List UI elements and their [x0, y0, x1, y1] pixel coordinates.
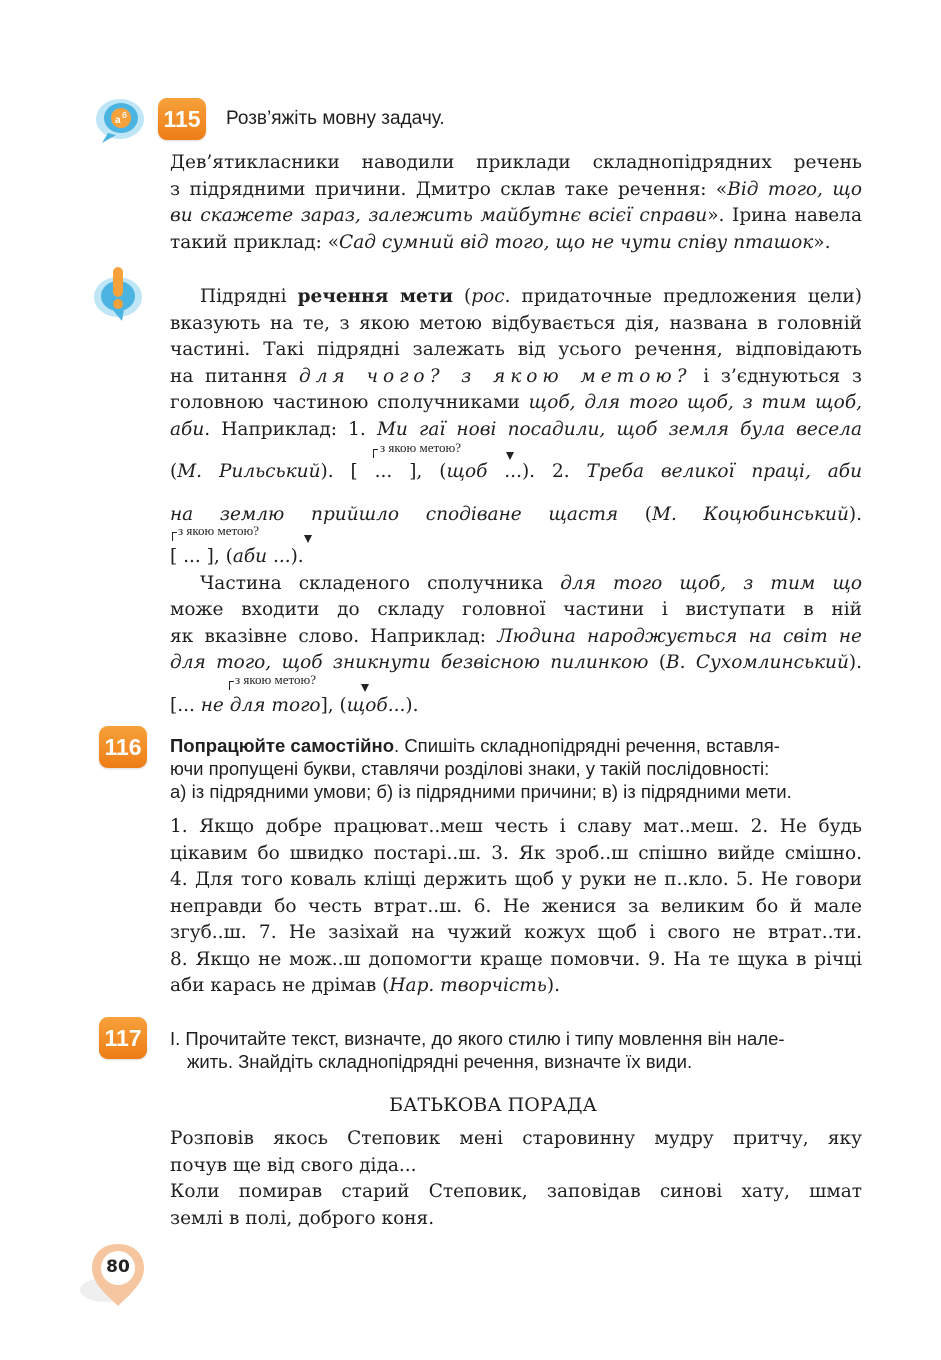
schema-label-1: з якою метою? [380, 440, 461, 455]
exercise-116-sentences: 1. Якщо добре працюват..меш честь і славу мат..меш. 2. Не будь цікавим бо швидко постарі..ш. 3. Як зроб..ш спішно вийде смішно. 4. Для того коваль кліщі держить щоб у руки не п..кло. 5. Не говори неправди бо честь втрат..ш. 6. Не женися за великим бо й мале згуб..ш. 7. Не зазіхай на чужий кожух щоб і свого не втрат..ти. 8. Якщо не мож..ш допомогти краще помовчи. 9. На те щука в річці аби карась не дрімав (Нар. творчість). [170, 816, 862, 996]
schema-label-2: з якою метою? [178, 523, 259, 538]
language-task-icon [94, 97, 146, 145]
page-number: 80 [106, 1257, 130, 1277]
exercise-115-text: Дев’ятикласники наводили приклади складнопідрядних речень з підрядними причини. Дмитро склав таке речення: «Від того, що ви скажете зараз, залежить майбутнє всієї справи». Ірина навела такий приклад: «Сад сумний від того, що не чути співу пташок». [170, 152, 862, 253]
exercise-117-task: І. Прочитайте текст, визначте, до якого стилю і типу мовлення він нале- жить. Знайдіть складнопідрядні речення, визначте їх види. [170, 1028, 785, 1072]
schema-label-3: з якою метою? [235, 672, 316, 687]
exercise-number-117: 117 [99, 1017, 147, 1059]
schema-arrow-2 [304, 535, 312, 543]
schema-bracket-1 [373, 449, 378, 458]
exercise-116-task: Попрацюйте самостійно. Спишіть складнопідрядні речення, вставля- ючи пропущені букви, ставлячи розділові знаки, у такій послідовності: а) із підрядними умови; б) із підрядними причини; в) із підрядними мети. [170, 735, 792, 802]
exercise-number-116: 116 [99, 726, 147, 768]
rule-text: Підрядні речення мети (рос. придаточные предложения цели) вказують на те, з якою метою відбувається дія, названа в головній частині. Такі підрядні залежать від усього речення, відповідають на питання для чого? з якою метою? і з’єднуються з головною частиною сполучниками щоб, для того щоб, з тим щоб, аби. Наприклад: 1. Ми гаї нові посадили, щоб земля була весела (М. Рильський). [ ... ], (щоб ...). 2. Треба великої праці, аби на землю прийшло сподіване щастя (М. Коцюбинський). [ ... ], (аби ...). Частина складеного сполучника для того щоб, з тим що може входити до складу головної частини і виступати в ній як вказівне слово. Наприклад: Людина народжується на світ не для того, щоб зникнути безвісною пилинкою (В. Сухомлинський). [... не для того], (щоб...). [170, 286, 862, 716]
rule-exclamation-icon [92, 263, 144, 323]
schema-bracket-3 [229, 681, 234, 690]
svg-text:a: a [115, 115, 121, 126]
svg-text:б: б [122, 111, 127, 120]
exercise-115-title: Розв’яжіть мовну задачу. [226, 108, 445, 129]
schema-arrow-1 [506, 452, 514, 460]
story-title: БАТЬКОВА ПОРАДА [389, 1094, 597, 1116]
story-text: Розповів якось Степовик мені старовинну мудру притчу, яку почув ще від свого діда... Коли помирав старий Степовик, заповідав синові хату, шмат землі в полі, доброго коня. [170, 1128, 862, 1229]
schema-bracket-2 [172, 532, 177, 541]
exercise-number-115: 115 [158, 98, 206, 140]
schema-arrow-3 [361, 684, 369, 692]
